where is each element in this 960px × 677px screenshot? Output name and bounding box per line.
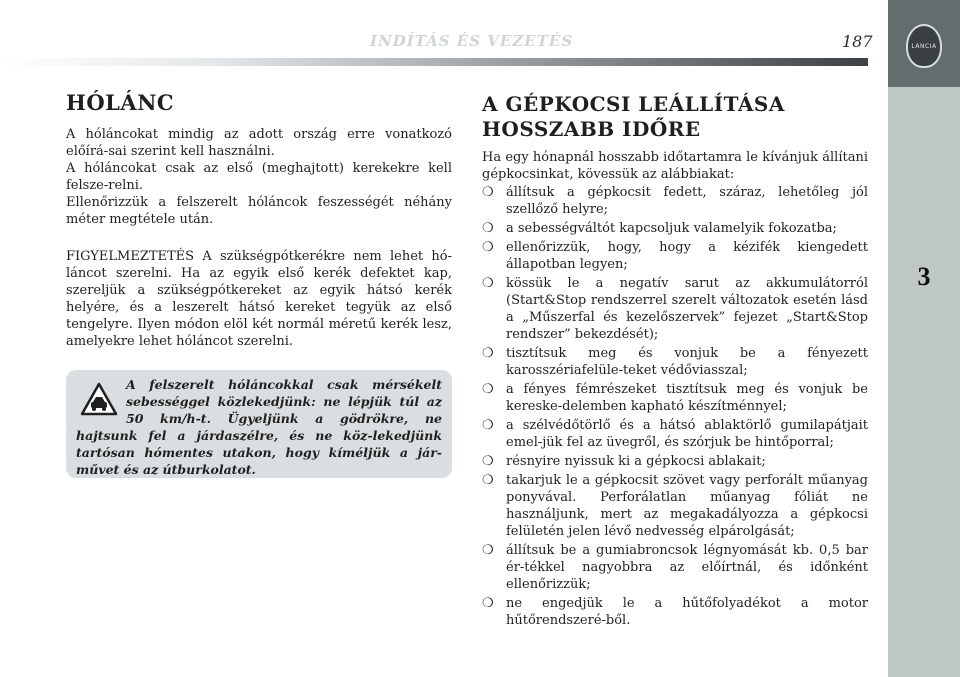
list-item-text: a fényes fémrészeket tisztítsuk meg és vonjuk be kereske-delemben kapható készítménnyel;	[506, 382, 868, 414]
bullet-icon: ❍	[482, 454, 494, 469]
section-title: INDÍTÁS ÉS VEZETÉS	[370, 32, 574, 50]
list-item	[482, 417, 868, 451]
paragraph: A hóláncokat mindig az adott ország erre vonatkozó előírá-sai szerint kell használni.	[66, 127, 452, 159]
list-item	[482, 220, 868, 237]
bullet-icon: ❍	[482, 346, 494, 361]
bullet-icon: ❍	[482, 596, 494, 611]
snow-chain-heading: HÓLÁNC	[66, 90, 175, 115]
warning-text-block	[76, 376, 442, 478]
list-item-text: a sebességváltót kapcsoljuk valamelyik fokozatba;	[506, 221, 837, 236]
list-item	[482, 184, 868, 218]
list-item-text: állítsuk be a gumiabroncsok légnyomását kb. 0,5 bar ér-tékkel nagyobbra az előírtnál, és időnként ellenőrizzük;	[506, 543, 868, 592]
list-item	[482, 239, 868, 273]
bullet-icon: ❍	[482, 543, 494, 558]
warning-box	[66, 370, 452, 478]
paragraph: Ellenőrizzük a felszerelt hóláncok feszességét néhány méter megtétele után.	[66, 195, 452, 227]
list-item	[482, 345, 868, 379]
warning-paragraph: FIGYELMEZTETÉS A szükségpótkerékre nem lehet hó-láncot szerelni. Ha az egyik első kerék defektet kap, szereljük a szükségpótkereket az egyik hátsó kerék helyére, és a leszerelt hátsó kereket tegyük az első tengelyre. Ilyen módon elöl két normál méretű kerék lesz, amelyekre lehet hóláncot szerelni.	[66, 249, 452, 349]
page-number: 187	[842, 32, 873, 51]
warning-text: A felszerelt hóláncokkal csak mérsékelt sebességgel közlekedjünk: ne lépjük túl az 50 km/h-t. Ügyeljünk a gödrökre, ne hajtsunk fel a járdaszélre, és ne köz-lekedjünk tartósan hómentes utakon, hogy kíméljük a jár-művet és az útburkolatot.	[76, 377, 442, 477]
list-item-text: tisztítsuk meg és vonjuk be a fényezett karosszériafelüle-teket védőviasszal;	[506, 346, 868, 378]
list-item	[482, 542, 868, 593]
list-item-text: a szélvédőtörlő és a hátsó ablaktörlő gumilapátjait emel-jük fel az üvegről, és szórjuk be hintőporral;	[506, 418, 868, 450]
bullet-icon: ❍	[482, 473, 494, 488]
list-item	[482, 381, 868, 415]
logo-text: LANCIA	[911, 42, 937, 50]
list-item-text: résnyire nyissuk ki a gépkocsi ablakait;	[506, 454, 766, 469]
list-item-text: állítsuk a gépkocsit fedett, száraz, lehetőleg jól szellőző helyre;	[506, 185, 868, 217]
bullet-icon: ❍	[482, 276, 494, 291]
list-item	[482, 595, 868, 629]
list-item-text: takarjuk le a gépkocsit szövet vagy perforált műanyag ponyvával. Perforálatlan műanyag fóliát ne használjunk, mert az megakadályozza a gépkocsi felületén jelen lévő nedvesség elpárolgását;	[506, 473, 868, 539]
chapter-tab	[888, 0, 960, 677]
storage-checklist	[482, 184, 868, 631]
intro-paragraph: Ha egy hónapnál hosszabb időtartamra le kívánjuk állítani gépkocsinkat, kövessük az alábbiakat:	[482, 150, 868, 182]
bullet-icon: ❍	[482, 221, 494, 236]
list-item-text: ne engedjük le a hűtőfolyadékot a motor hűtőrendszeré-ből.	[506, 596, 868, 628]
bullet-icon: ❍	[482, 240, 494, 255]
storage-heading: A GÉPKOCSI LEÁLLÍTÁSA HOSSZABB IDŐRE	[482, 92, 785, 141]
list-item	[482, 472, 868, 540]
list-item-text: ellenőrizzük, hogy, hogy a kézifék kiengedett állapotban legyen;	[506, 240, 868, 272]
lancia-logo	[906, 24, 942, 68]
paragraph: A hóláncokat csak az első (meghajtott) kerekekre kell felsze-relni.	[66, 161, 452, 193]
chapter-number: 3	[917, 262, 931, 291]
bullet-icon: ❍	[482, 185, 494, 200]
list-item	[482, 453, 868, 470]
list-item	[482, 275, 868, 343]
bullet-icon: ❍	[482, 382, 494, 397]
bullet-icon: ❍	[482, 418, 494, 433]
header-rule	[0, 58, 868, 66]
list-item-text: kössük le a negatív sarut az akkumulátorról (Start&Stop rendszerrel szerelt változatok esetén lásd a „Műszerfal és kezelőszervek” fejezet „Start&Stop rendszer” bekezdését);	[506, 276, 868, 342]
